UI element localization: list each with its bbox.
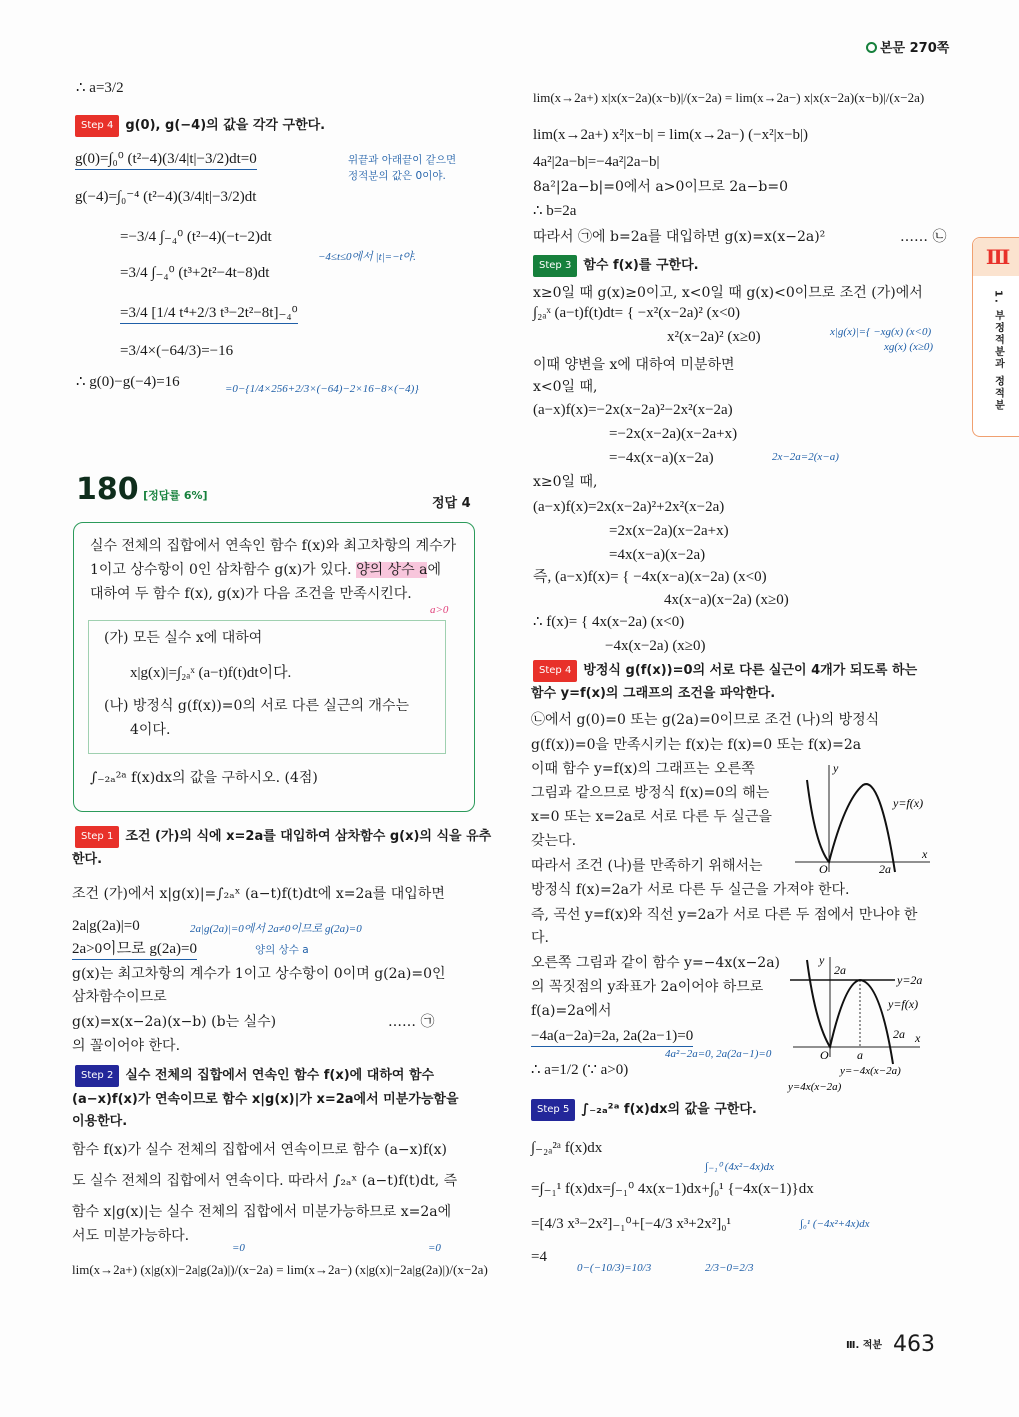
text-line: g(x)는 최고차항의 계수가 1이고 상수항이 0이며 g(2a)=0인: [72, 966, 446, 982]
text-line: 이때 함수 y=f(x)의 그래프는 오른쪽: [531, 761, 755, 777]
highlight: 양의 상수 a: [356, 562, 428, 578]
math-line: g(−4)=∫₀⁻⁴ (t²−4)(3/4|t|−3/2)dt: [75, 189, 257, 205]
text-line: 오른쪽 그림과 같이 함수 y=−4x(x−2a): [531, 955, 781, 971]
circle-icon: [866, 42, 877, 53]
math-line: 2a>0이므로 g(2a)=0: [72, 939, 197, 960]
problem-header: [76, 472, 208, 507]
annotation: ∫₀¹ (−4x²+4x)dx: [800, 1218, 870, 1230]
step-badge: Step 4: [533, 660, 577, 682]
step-heading: [533, 255, 699, 277]
text-line: 즉, 곡선 y=f(x)와 직선 y=2a가 서로 다른 두 점에서 만나야 한: [531, 907, 918, 923]
math-line: ∫₋₂ₐ²ᵃ f(x)dx: [531, 1140, 603, 1156]
answer: 정답 4: [432, 496, 471, 511]
math-line: 2a|g(2a)|=0: [72, 918, 140, 934]
text-line: g(f(x))=0을 만족시키는 f(x)는 f(x)=0 또는 f(x)=2a: [531, 737, 862, 753]
curve-label: y=f(x): [893, 796, 924, 810]
top-label: 2a: [834, 963, 846, 977]
annotation: 2/3−0=2/3: [705, 1262, 754, 1274]
step-title: 이용한다.: [72, 1114, 128, 1129]
text-line: 갖는다.: [531, 833, 577, 849]
x-label: x: [915, 1031, 921, 1045]
annotation: 양의 상수 a: [255, 944, 309, 956]
step-badge: Step 5: [531, 1099, 575, 1121]
text: 1이고 상수항이 0인 삼차함수 g(x)가 있다.: [90, 562, 357, 578]
text-line: 따라서 ㉠에 b=2a를 대입하면 g(x)=x(x−2a)²: [533, 229, 826, 245]
x-label: x: [922, 847, 928, 861]
annotation: 2x−2a=2(x−a): [772, 451, 839, 463]
text-line: 함수 f(x)가 실수 전체의 집합에서 연속이므로 함수 (a−x)f(x): [72, 1142, 448, 1158]
annotation: 0−(−10/3)=10/3: [577, 1262, 652, 1274]
annotation: 위끝과 아래끝이 같으면: [348, 154, 457, 166]
ref-text: 본문 270쪽: [880, 41, 950, 56]
text-line: x=0 또는 x=2a로 서로 다른 두 실근을: [531, 809, 772, 825]
annotation: 2a|g(2a)|=0에서 2a≠0이므로 g(2a)=0: [190, 923, 362, 935]
text-line: 다.: [531, 930, 549, 946]
annotation: a>0: [430, 604, 449, 616]
page-reference: [866, 39, 949, 59]
step-heading: [533, 660, 917, 682]
equation-mark: …… ㉡: [900, 229, 947, 245]
math-line: =[4/3 x³−2x²]₋₁⁰+[−4/3 x³+2x²]₀¹: [531, 1216, 731, 1232]
math-line: −4x(x−2a) (x≥0): [605, 638, 706, 654]
math-line: 즉, (a−x)f(x)= { −4x(x−a)(x−2a) (x<0): [533, 569, 767, 585]
step-heading: [75, 115, 325, 137]
graph-f: [795, 760, 935, 875]
step-title: g(0), g(−4)의 값을 각각 구한다.: [125, 118, 326, 133]
condition: 4이다.: [130, 722, 171, 738]
text-line: 그림과 같으므로 방정식 f(x)=0의 해는: [531, 785, 770, 801]
math-line: g(0)=∫₀⁰ (t²−4)(3/4|t|−3/2)dt=0: [75, 149, 257, 170]
condition: (나) 방정식 g(f(x))=0의 서로 다른 실근의 개수는: [104, 698, 410, 714]
step-title: 방정식 g(f(x))=0의 서로 다른 실근이 4개가 되도록 하는: [583, 663, 918, 678]
step-heading: [75, 826, 491, 848]
step-badge: Step 3: [533, 255, 577, 277]
math-line: lim(x→2a+) (x|g(x)|−2a|g(2a)|)/(x−2a) = lim(x→2a−) (x|g(x)|−2a|g(2a)|)/(x−2a): [72, 1262, 488, 1277]
root-label: 2a: [879, 862, 891, 875]
line-label: y=2a: [897, 973, 923, 987]
graph-f-line: [785, 952, 935, 1094]
problem-text: 실수 전체의 집합에서 연속인 함수 f(x)와 최고차항의 계수가: [90, 538, 457, 554]
problem-number: 180: [76, 472, 139, 507]
left-curve-label: y=4x(x−2a): [788, 1081, 842, 1093]
origin-label: O: [820, 1048, 829, 1062]
chapter-label: 1. 부정적분과 정적분: [992, 290, 1004, 412]
math-line: lim(x→2a+) x|x(x−2a)(x−b)|/(x−2a) = lim(x→2a−) x|x(x−2a)(x−b)|/(x−2a): [533, 90, 925, 105]
step-heading: [531, 1099, 757, 1121]
text-line: x≥0일 때,: [533, 474, 598, 490]
correct-rate: [정답률 6%]: [143, 489, 208, 502]
step-badge: Step 4: [75, 115, 119, 137]
problem-text: [90, 560, 441, 580]
math-line: ∫₂ₐˣ (a−t)f(t)dt= { −x²(x−2a)² (x<0): [533, 305, 741, 321]
math-line: −4a(a−2a)=2a, 2a(2a−1)=0: [531, 1026, 693, 1047]
question: ∫₋₂ₐ²ᵃ f(x)dx의 값을 구하시오. (4점): [90, 770, 318, 786]
y-label: y: [819, 953, 825, 967]
text-line: f(a)=2a에서: [531, 1003, 612, 1019]
curve: [807, 780, 895, 872]
text-line: 삼차함수이므로: [72, 989, 167, 1005]
annotation: ∫₋₁⁰ (4x²−4x)dx: [705, 1161, 774, 1173]
math-line: =2x(x−2a)(x−2a+x): [609, 523, 729, 539]
text-line: ㉡에서 g(0)=0 또는 g(2a)=0이므로 조건 (나)의 방정식: [531, 712, 880, 728]
step-title: 함수 f(x)를 구한다.: [583, 258, 699, 273]
text: 에: [427, 562, 441, 578]
math-line: =−4x(x−a)(x−2a): [609, 450, 714, 466]
text-line: 방정식 f(x)=2a가 서로 다른 두 실근을 가져야 한다.: [531, 882, 850, 898]
math-line: =−2x(x−2a)(x−2a+x): [609, 426, 738, 442]
condition: x|g(x)|=∫₂ₐˣ (a−t)f(t)dt이다.: [130, 665, 292, 681]
math-line: x²(x−2a)² (x≥0): [667, 329, 761, 345]
math-line: =3/4×(−64/3)=−16: [120, 343, 234, 359]
text-line: 의 꼴이어야 한다.: [72, 1038, 181, 1054]
math-line: lim(x→2a+) x²|x−b| = lim(x→2a−) (−x²|x−b|): [533, 127, 809, 143]
right-curve-label: y=−4x(x−2a): [840, 1065, 901, 1077]
text-line: x≥0일 때 g(x)≥0이고, x<0일 때 g(x)<0이므로 조건 (가)에서: [533, 285, 923, 301]
origin-label: O: [819, 862, 828, 875]
math-line: ∴ a=3/2: [76, 80, 124, 96]
condition: (가) 모든 실수 x에 대하여: [104, 630, 263, 646]
math-line: =3/4 ∫₋₄⁰ (t³+2t²−4t−8)dt: [120, 265, 270, 281]
step-title: 한다.: [72, 852, 103, 867]
math-line: =3/4 [1/4 t⁴+2/3 t³−2t²−8t]₋₄⁰: [120, 303, 298, 324]
step-title: (a−x)f(x)가 연속이므로 함수 x|g(x)|가 x=2a에서 미분가능함을: [72, 1092, 459, 1107]
text-line: 서도 미분가능하다.: [72, 1228, 190, 1244]
annotation: =0−{1/4×256+2/3×(−64)−2×16−8×(−4)}: [225, 383, 419, 395]
math-line: ∴ a=1/2 (∵ a>0): [531, 1062, 629, 1078]
annotation: 정적분의 값은 0이야.: [348, 170, 446, 182]
a-label: a: [857, 1048, 863, 1062]
y-label: y: [833, 761, 839, 775]
math-line: ∴ b=2a: [533, 203, 577, 219]
annotation: =0: [428, 1242, 441, 1254]
annotation: 4a²−2a=0, 2a(2a−1)=0: [665, 1048, 772, 1060]
math-line: 4x(x−a)(x−2a) (x≥0): [664, 592, 789, 608]
math-line: =−3/4 ∫₋₄⁰ (t²−4)(−t−2)dt: [120, 229, 272, 245]
math-line: =4x(x−a)(x−2a): [609, 547, 706, 563]
text-line: g(x)=x(x−2a)(x−b) (b는 실수): [72, 1014, 277, 1030]
annotation: −4≤t≤0에서 |t|=−t야.: [318, 251, 416, 263]
part-label: Ⅲ: [973, 238, 1019, 276]
math-line: (a−x)f(x)=2x(x−2a)²+2x²(x−2a): [533, 499, 725, 515]
math-line: ∴ f(x)= { 4x(x−2a) (x<0): [533, 614, 685, 630]
problem-text: 대하여 두 함수 f(x), g(x)가 다음 조건을 만족시킨다.: [90, 586, 412, 602]
annotation: xg(x) (x≥0): [884, 341, 934, 353]
root-label: 2a: [893, 1027, 905, 1041]
step-title: ∫₋₂ₐ²ᵃ f(x)dx의 값을 구한다.: [581, 1102, 757, 1117]
chapter-tab[interactable]: [972, 237, 1019, 437]
text-line: 조건 (가)에서 x|g(x)|=∫₂ₐˣ (a−t)f(t)dt에 x=2a를 대입하면: [72, 886, 445, 902]
math-line: =4: [531, 1249, 547, 1265]
footer-section: Ⅲ. 적분: [846, 1340, 883, 1351]
step-title: 실수 전체의 집합에서 연속인 함수 f(x)에 대하여 함수: [125, 1068, 435, 1083]
step-badge: Step 1: [75, 826, 119, 848]
text-line: 8a²|2a−b|=0에서 a>0이므로 2a−b=0: [533, 179, 788, 195]
text-line: 따라서 조건 (나)를 만족하기 위해서는: [531, 858, 763, 874]
equation-mark: …… ㉠: [388, 1014, 435, 1030]
text-line: 의 꼭짓점의 y좌표가 2a이어야 하므로: [531, 979, 764, 995]
step-heading: [75, 1065, 434, 1087]
annotation: =0: [232, 1242, 245, 1254]
text-line: 함수 x|g(x)|는 실수 전체의 집합에서 미분가능하므로 x=2a에: [72, 1204, 452, 1220]
curve-label: y=f(x): [888, 997, 919, 1011]
text-line: x<0일 때,: [533, 379, 598, 395]
math-line: 4a²|2a−b|=−4a²|2a−b|: [533, 154, 660, 170]
annotation: x|g(x)|={ −xg(x) (x<0): [830, 326, 932, 338]
math-line: ∴ g(0)−g(−4)=16: [76, 374, 180, 390]
page-number: 463: [893, 1332, 935, 1357]
step-badge: Step 2: [75, 1065, 119, 1087]
step-title: 함수 y=f(x)의 그래프의 조건을 파악한다.: [531, 686, 776, 701]
math-line: (a−x)f(x)=−2x(x−2a)²−2x²(x−2a): [533, 402, 733, 418]
math-line: =∫₋₁¹ f(x)dx=∫₋₁⁰ 4x(x−1)dx+∫₀¹ {−4x(x−1)}dx: [531, 1181, 814, 1197]
text-line: 이때 양변을 x에 대하여 미분하면: [533, 357, 735, 373]
text-line: 도 실수 전체의 집합에서 연속이다. 따라서 ∫₂ₐˣ (a−t)f(t)dt, 즉: [72, 1173, 458, 1189]
step-title: 조건 (가)의 식에 x=2a를 대입하여 삼차함수 g(x)의 식을 유추: [125, 829, 492, 844]
